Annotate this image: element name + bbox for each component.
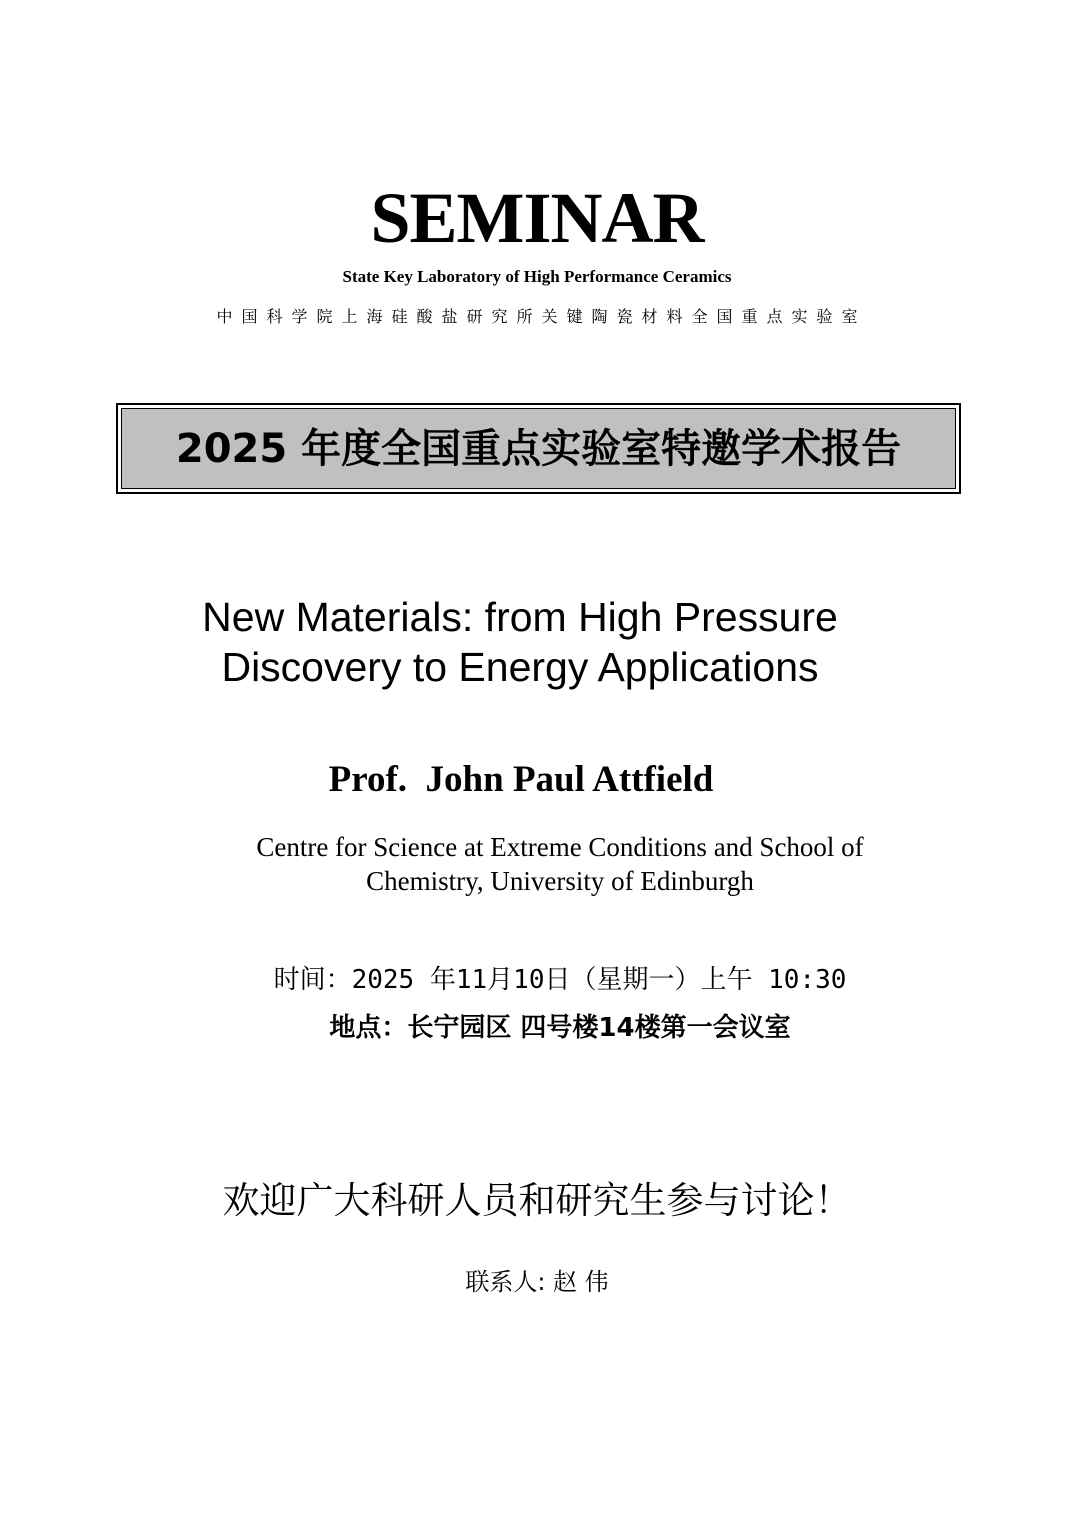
seminar-time: 时间：2025 年11月10日（星期一）上午 10:30 xyxy=(273,965,847,995)
speaker-name: Prof. John Paul Attfield xyxy=(328,759,714,800)
seminar-banner xyxy=(116,403,961,494)
talk-title-line-2: Discovery to Energy Applications xyxy=(221,644,819,690)
contact-person: 联系人: 赵 伟 xyxy=(465,1268,609,1296)
lab-name-chinese: 中国科学院上海硅酸盐研究所关键陶瓷材料全国重点实验室 xyxy=(216,307,867,326)
speaker-affiliation xyxy=(0,830,1074,898)
welcome-message: 欢迎广大科研人员和研究生参与讨论！ xyxy=(222,1179,852,1222)
talk-title xyxy=(0,592,1040,692)
seminar-title: SEMINAR xyxy=(370,178,704,258)
talk-title-line-1: New Materials: from High Pressure xyxy=(202,594,838,640)
seminar-banner-inner xyxy=(121,408,956,489)
affiliation-line-2: Chemistry, University of Edinburgh xyxy=(366,866,754,896)
seminar-banner-text: 2025 年度全国重点实验室特邀学术报告 xyxy=(175,425,902,472)
seminar-place: 地点：长宁园区 四号楼14楼第一会议室 xyxy=(329,1013,791,1043)
affiliation-line-1: Centre for Science at Extreme Conditions and School of xyxy=(256,832,864,862)
lab-name-english: State Key Laboratory of High Performance Ceramics xyxy=(342,267,732,286)
